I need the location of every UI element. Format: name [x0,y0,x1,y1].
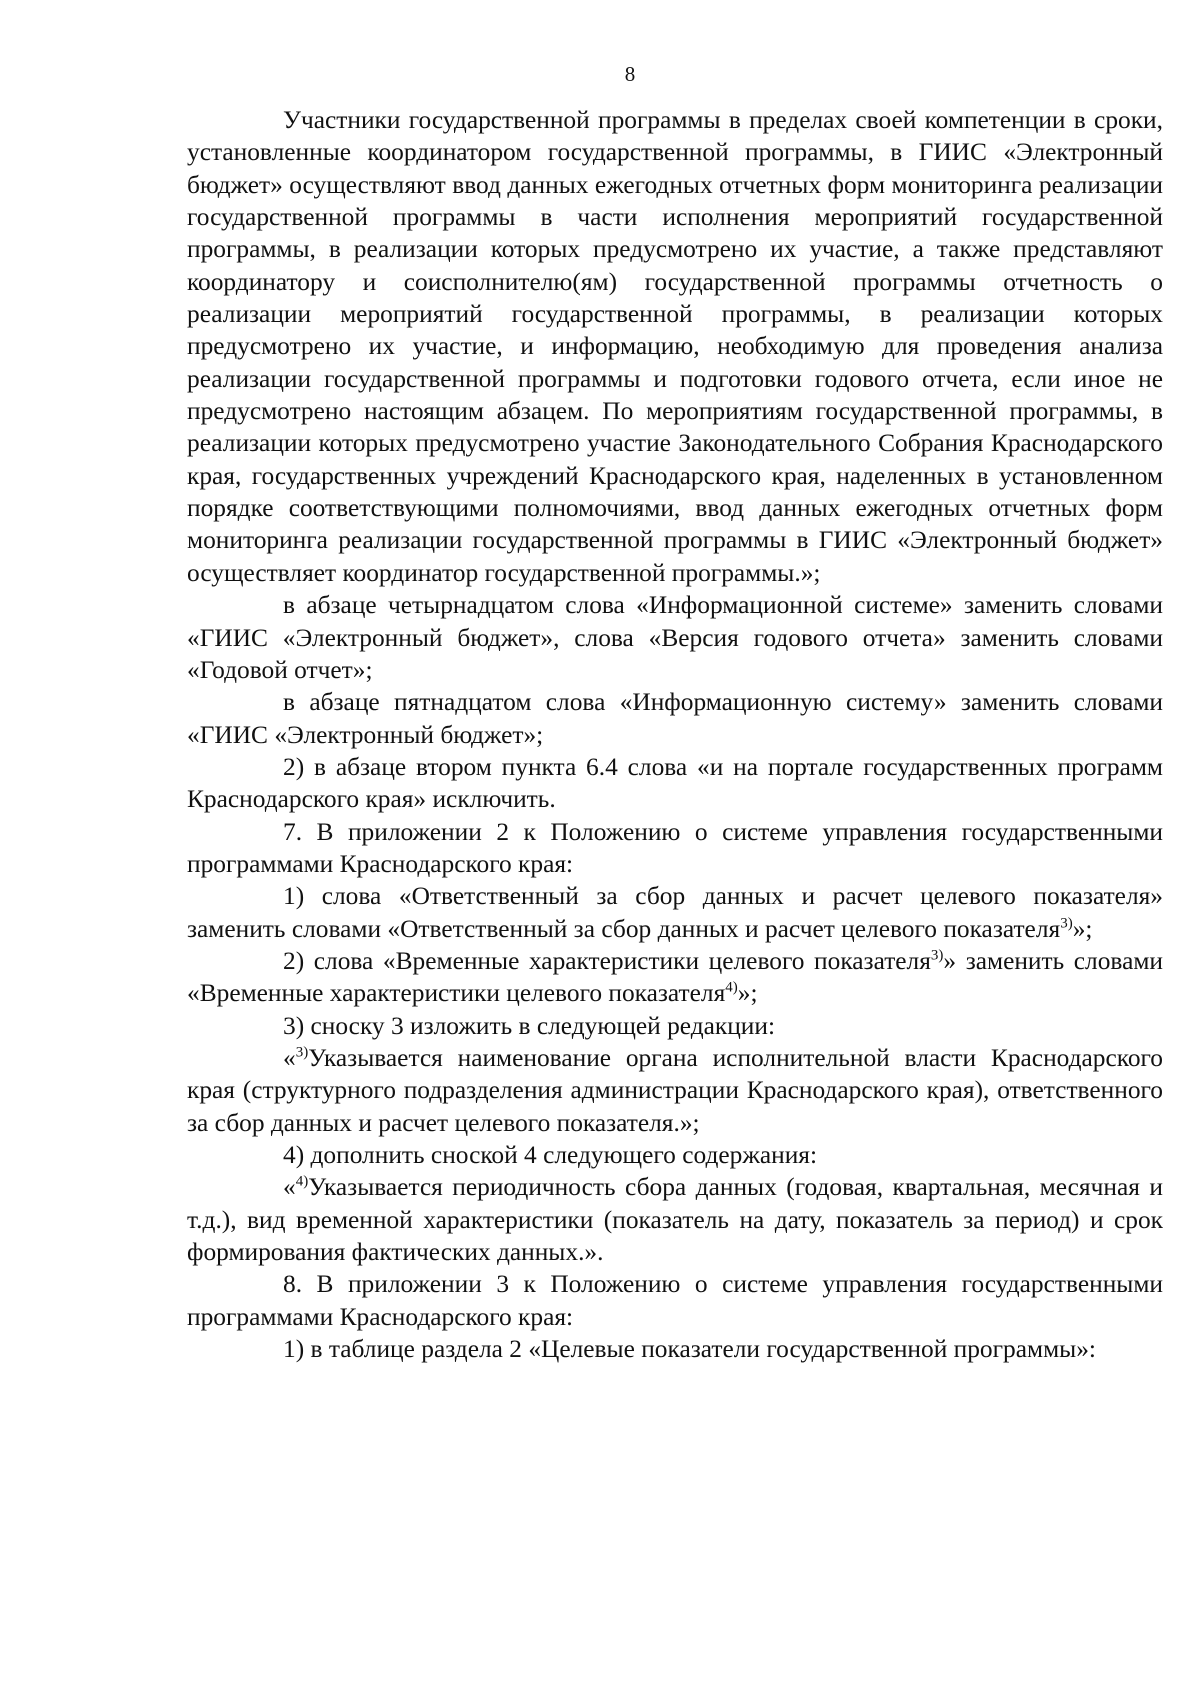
text-run: 2) слова «Временные характеристики целевого показателя [283,946,931,975]
paragraph [187,1333,1163,1365]
paragraph [187,751,1163,816]
paragraph [187,1171,1163,1268]
text-run: » заменить словами «Временные характеристики целевого показателя [187,946,1163,1008]
text-run: Участники государственной программы в пределах своей компетенции в сроки, установленные координатором государственной программы, в ГИИС «Электронный бюджет» осуществляют ввод данных ежегодных отчетных форм мониторинга реализации государственной программы в части исполнения мероприятий государственной программы, в реализации которых предусмотрено их участие, а также представляют координатору и соисполнителю(ям) государственной программы отчетность о реализации мероприятий государственной программы, в реализации которых предусмотрено их участие, и информацию, необходимую для проведения анализа реализации государственной программы и подготовки годового отчета, если иное не предусмотрено настоящим абзацем. По мероприятиям государственной программы, в реализации которых предусмотрено участие Законодательного Собрания Краснодарского края, государственных учреждений Краснодарского края, наделенных в установленном порядке соответствующими полномочиями, ввод данных ежегодных отчетных форм мониторинга реализации государственной программы в ГИИС «Электронный бюджет» осуществляет координатор государственной программы.»; [187,106,1163,587]
paragraph [187,880,1163,945]
text-run: »; [1072,914,1093,943]
paragraph [187,816,1163,881]
paragraph [187,1042,1163,1139]
paragraph [187,104,1163,589]
paragraph [187,945,1163,1010]
footnote-marker: 3) [1060,915,1073,932]
footnote-marker: 3) [930,947,944,964]
footnote-marker: 3) [295,1044,309,1061]
paragraph [187,686,1163,751]
document-body [187,104,1163,1365]
text-run: в абзаце пятнадцатом слова «Информационную систему» заменить словами «ГИИС «Электронный бюджет»; [187,688,1163,749]
text-run: 4) дополнить сноской 4 следующего содержания: [283,1141,818,1169]
text-run: 8. В приложении 3 к Положению о системе управления государственными программами Краснодарского края: [187,1270,1163,1331]
footnote-marker: 4) [725,979,738,996]
text-run: « [283,1173,296,1202]
text-run: 3) сноску 3 изложить в следующей редакции: [283,1011,776,1040]
text-run: Указывается периодичность сбора данных (годовая, квартальная, месячная и т.д.), вид временной характеристики (показатель на дату, показатель за период) и срок формирования фактических данных.». [187,1173,1163,1267]
paragraph [187,1268,1163,1333]
footnote-marker: 4) [295,1173,309,1190]
paragraph [187,589,1163,686]
text-run: в абзаце четырнадцатом слова «Информационной системе» заменить словами «ГИИС «Электронный бюджет», слова «Версия годового отчета» заменить словами «Годовой отчет»; [187,591,1163,684]
text-run: 1) слова «Ответственный за сбор данных и расчет целевого показателя» заменить словами «Ответственный за сбор данных и расчет целевого показателя [187,882,1163,943]
text-run: « [283,1043,296,1072]
text-run: 2) в абзаце втором пункта 6.4 слова «и на портале государственных программ Краснодарского края» исключить. [187,752,1163,814]
text-run: 1) в таблице раздела 2 «Целевые показатели государственной программы»: [283,1335,1096,1364]
paragraph [187,1139,1163,1171]
text-run: »; [737,979,758,1008]
paragraph [187,1010,1163,1042]
text-run: 7. В приложении 2 к Положению о системе управления государственными программами Краснодарского края: [187,817,1163,878]
page-number: 8 [624,62,636,86]
text-run: Указывается наименование органа исполнительной власти Краснодарского края (структурного подразделения администрации Краснодарского края), ответственного за сбор данных и расчет целевого показателя.»; [187,1043,1163,1137]
